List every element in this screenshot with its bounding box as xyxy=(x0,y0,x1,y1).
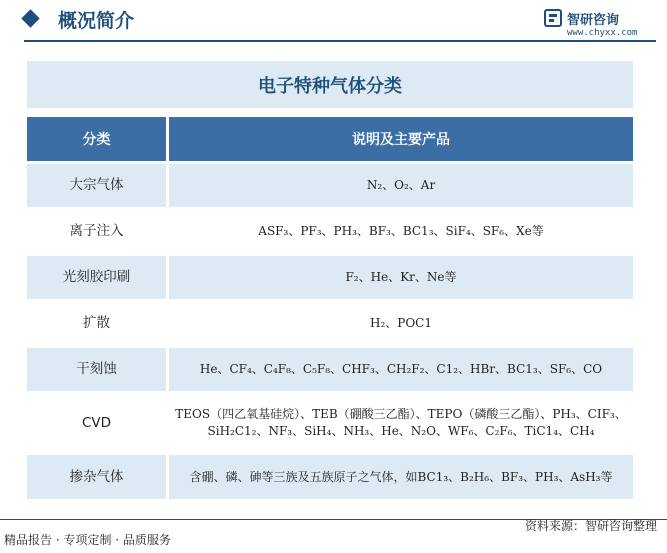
footer-slogan: 精品报告 · 专项定制 · 品质服务 xyxy=(4,533,171,547)
table-row xyxy=(27,394,633,452)
page-header xyxy=(0,0,667,42)
row-category: 光刻胶印刷 xyxy=(27,256,169,299)
table-header-row xyxy=(27,117,633,161)
table-row xyxy=(27,256,633,299)
page-title: 概况简介 xyxy=(58,10,135,32)
table-row xyxy=(27,164,633,207)
row-description: ASF₃、PF₃、PH₃、BF₃、BC1₃、SiF₄、SF₆、Xe等 xyxy=(169,210,633,253)
header-divider xyxy=(24,40,656,42)
table-title-bar xyxy=(27,61,633,108)
classification-panel xyxy=(27,61,633,512)
brand-logo-block[interactable] xyxy=(543,8,653,38)
gas-classification-table xyxy=(27,114,633,502)
row-description: N₂、O₂、Ar xyxy=(169,164,633,207)
row-description: F₂、He、Kr、Ne等 xyxy=(169,256,633,299)
column-header-description: 说明及主要产品 xyxy=(169,117,633,161)
table-title: 电子特种气体分类 xyxy=(258,75,402,97)
row-description: He、CF₄、C₄F₈、C₅F₈、CHF₃、CH₂F₂、C1₂、HBr、BC1₃、SF₆、CO xyxy=(169,348,633,391)
row-category: 干刻蚀 xyxy=(27,348,169,391)
footer-source: 资料来源：智研咨询整理 xyxy=(524,519,657,533)
diamond-icon xyxy=(21,9,39,27)
brand-url: www.chyxx.com xyxy=(567,28,638,38)
table-row xyxy=(27,348,633,391)
row-category: 扩散 xyxy=(27,302,169,345)
row-description: TEOS（四乙氧基硅烷）、TEB（硼酸三乙酯）、TEPO（磷酸三乙酯）、PH₃、CIF₃、SiH₂C1₂、NF₃、SiH₄、NH₃、He、N₂O、WF₆、C₂F₆、TiC1₄、CH₄ xyxy=(169,394,633,452)
row-category: 大宗气体 xyxy=(27,164,169,207)
row-category: 离子注入 xyxy=(27,210,169,253)
brand-name: 智研咨询 xyxy=(567,13,620,28)
row-category: 掺杂气体 xyxy=(27,455,169,499)
table-row xyxy=(27,210,633,253)
column-header-category: 分类 xyxy=(27,117,169,161)
table-row xyxy=(27,455,633,499)
row-description: 含硼、磷、砷等三族及五族原子之气体，如BC1₃、B₂H₆、BF₃、PH₃、AsH₃等 xyxy=(169,455,633,499)
brand-logo-icon xyxy=(543,8,563,28)
row-category: CVD xyxy=(27,394,169,452)
row-description: H₂、POC1 xyxy=(169,302,633,345)
table-row xyxy=(27,302,633,345)
